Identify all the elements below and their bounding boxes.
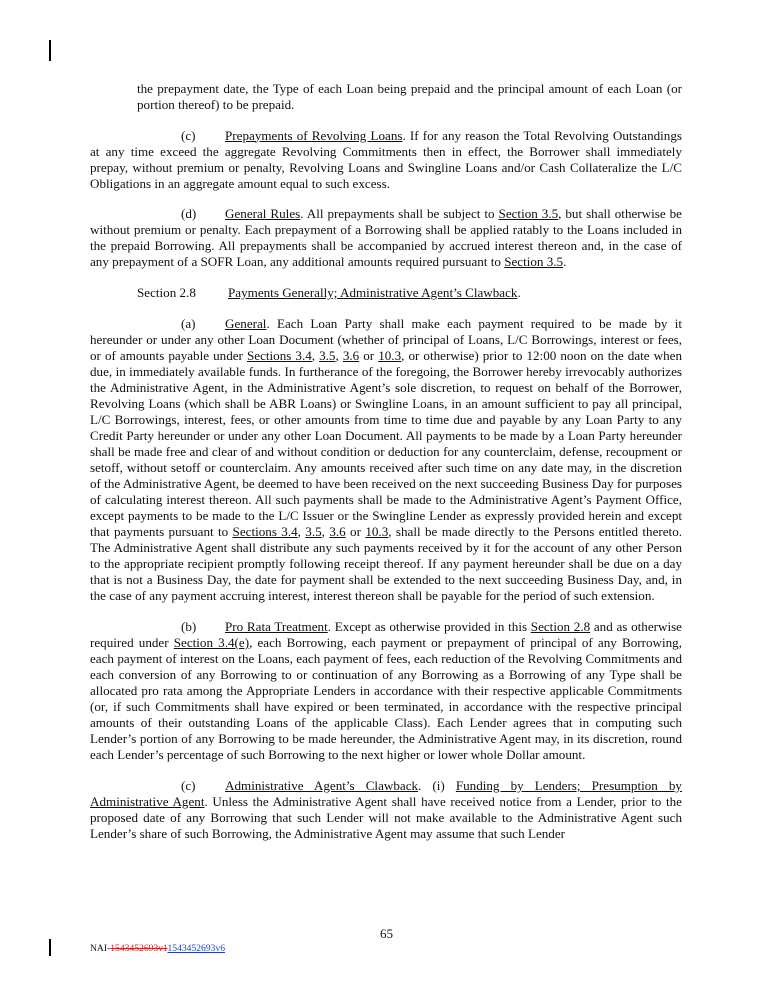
paragraph-a-general: (a) General. Each Loan Party shall make each payment required to be made by it hereunder or under any other Loan Document (whether of principal of Loans, L/C Borrowings, interest or fees, or of amounts payable under Sections 3.4, 3.5, 3.6 or 10.3, or otherwise) prior to 12:00 noon on the date when due, in immediately available funds. In furtherance of the foregoing, the Borrower hereby irrevocably authorizes the Administrative Agent, in the Administrative Agent’s sole discretion, to request on behalf of the Borrower, Revolving Loans (which shall be ABR Loans) or Swingline Loans, in an amount sufficient to pay all principal, L/C Borrowings, interest, fees, or other amounts from time to time due and payable by any Loan Party to any Credit Party hereunder or under any other Loan Document. All payments to be made by a Loan Party hereunder shall be made free and clear of and without condition or deduction for any counterclaim, defense, recoupment or setoff, without setoff or counterclaim. Any amounts received after such time on any date may, in the discretion of the Administrative Agent, be deemed to have been received on the next succeeding Business Day for purposes of calculating interest thereon. All such payments shall be made to the Administrative Agent’s Payment Office, except payments to be made to the L/C Issuer or the Swingline Lender as expressly provided herein and except that payments pursuant to Sections 3.4, 3.5, 3.6 or 10.3, shall be made directly to the Persons entitled thereto. The Administrative Agent shall distribute any such payments received by it for the account of any other Person to the appropriate recipient promptly following receipt thereof. If any payment hereunder shall be due on a day that is not a Business Day, the date for payment shall be extended to the next succeeding Business Day, and, in the case of any payment accruing interest, interest thereon shall be payable for the period of such extension. [90,315,683,604]
heading-general: General [225,315,267,331]
cross-reference[interactable]: 10.3 [378,347,402,363]
heading-general-rules: General Rules [225,206,301,222]
cross-reference[interactable]: 3.5 [305,524,322,540]
section-number: Section 2.8 [137,284,196,300]
paragraph-c-clawback: (c) Administrative Agent’s Clawback. (i) Funding by Lenders; Presumption by Administrative Agent. Unless the Administrative Agent shall have received notice from a Lender, prior to the proposed date of any Borrowing that such Lender will not make available to the Administrative Agent such Lender’s share of such Borrowing, the Administrative Agent may assume that such Lender [90,777,682,841]
doc-id-deleted: 1543452693v1 [110,943,168,954]
document-body [90,81,682,856]
cross-reference[interactable]: 3.6 [342,347,360,363]
subheading-funding: Funding by Lenders; Presumption by Administrative Agent [90,777,682,809]
change-bar-top [49,40,51,61]
paragraph-intro: the prepayment date, the Type of each Loan being prepaid and the principal amount of each Loan (or portion thereof) to be prepaid. [137,81,682,113]
cross-reference[interactable]: Sections 3.4 [246,347,312,363]
heading-prepayments-revolving: Prepayments of Revolving Loans [225,127,403,143]
paragraph-b-pro-rata: (b) Pro Rata Treatment. Except as otherwise provided in this Section 2.8 and as otherwise required under Section 3.4(e), each Borrowing, each payment or prepayment of principal of any Borrowing, each payment of interest on the Loans, each payment of fees, each reduction of the Revolving Commitments and each conversion of any Borrowing to or continuation of any Borrowing as a Borrowing of any Type shall be allocated pro rata among the Appropriate Lenders in accordance with their respective applicable Commitments (or, if such Commitments shall have expired or been terminated, in accordance with the respective principal amounts of their outstanding Loans of the applicable Class). Each Lender agrees that in computing such Lender’s portion of any Borrowing to be made hereunder, the Administrative Agent may, in its discretion, round each Lender’s percentage of such Borrowing to the next higher or lower whole Dollar amount. [90,618,682,763]
heading-pro-rata: Pro Rata Treatment [225,618,328,634]
page-number: 65 [379,926,394,941]
cross-reference[interactable]: 10.3 [365,524,389,540]
paragraph-c-prepayments: (c) Prepayments of Revolving Loans. If for any reason the Total Revolving Outstandings at any time exceed the aggregate Revolving Commitments then in effect, the Borrower shall immediately prepay, without premium or penalty, Revolving Loans and Swingline Loans and/or Cash Collateralize the L/C Obligations in an aggregate amount equal to such excess. [90,127,682,191]
section-title: Payments Generally; Administrative Agent’s Clawback [228,284,518,300]
document-id-footer [90,943,225,954]
cross-reference[interactable]: 3.6 [329,524,346,540]
doc-id-inserted: 1543452693v6 [167,943,226,954]
cross-reference[interactable]: Sections 3.4 [232,524,298,540]
paragraph-d-general-rules: (d) General Rules. All prepayments shall be subject to Section 3.5, but shall otherwise be without premium or penalty. Each prepayment of a Borrowing shall be applied ratably to the Loans included in the prepaid Borrowing. All prepayments shall be accompanied by accrued interest thereon and, in the case of any prepayment of a SOFR Loan, any additional amounts required pursuant to Section 3.5. [90,206,682,270]
cross-reference[interactable]: Section 3.4(e) [173,634,250,650]
section-heading-2-8: Section 2.8 Payments Generally; Administrative Agent’s Clawback. [137,284,521,300]
heading-clawback: Administrative Agent’s Clawback [225,777,419,793]
cross-reference[interactable]: 3.5 [319,347,336,363]
cross-reference[interactable]: Section 2.8 [530,618,591,634]
cross-reference[interactable]: Section 3.5 [498,206,559,222]
doc-id-prefix: NAI- [90,943,111,954]
cross-reference[interactable]: Section 3.5 [504,254,564,270]
